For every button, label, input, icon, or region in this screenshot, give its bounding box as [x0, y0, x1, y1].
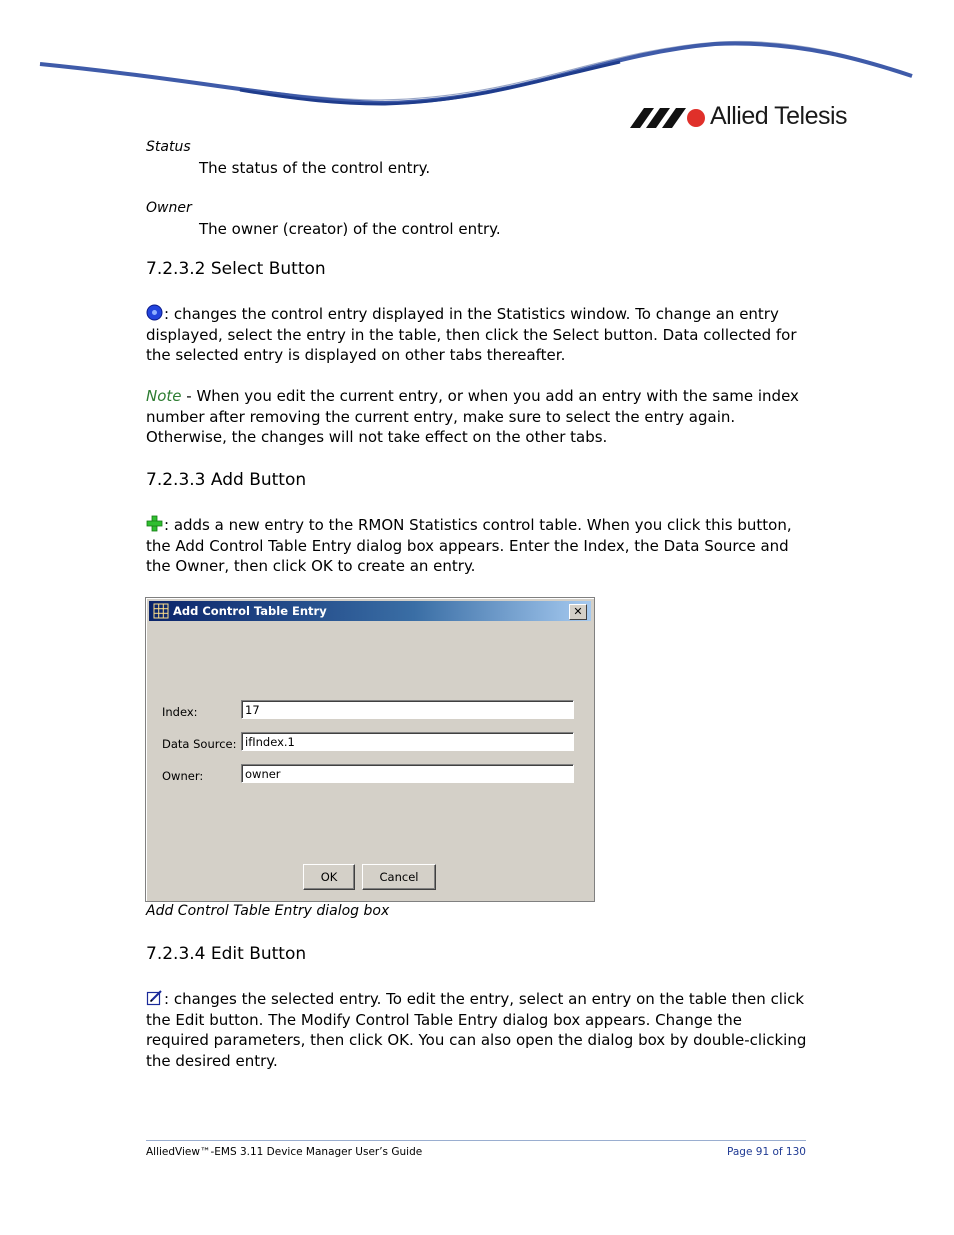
select-icon [146, 304, 163, 321]
owner-label: Owner: [162, 769, 204, 783]
definition-desc-owner: The owner (creator) of the control entry. [199, 220, 501, 238]
heading-add-button: 7.2.3.3 Add Button [146, 470, 307, 490]
add-button-paragraph [146, 515, 808, 577]
edit-button-description: : changes the selected entry. To edit the entry, select an entry on the table then click the Edit button. The Modify Control Table Entry dialog box appears. Change the required parameters, then click OK. You can also open the dialog box by double-clicking the desired entry. [146, 990, 807, 1070]
dialog-titlebar [149, 601, 591, 621]
footer-page-number: Page 91 of 130 [727, 1146, 806, 1158]
heading-edit-button: 7.2.3.4 Edit Button [146, 944, 307, 964]
definition-term-status: Status [146, 139, 191, 155]
ok-button[interactable]: OK [303, 864, 355, 890]
footer-document-title: AlliedView™-EMS 3.11 Device Manager User’s Guide [146, 1146, 423, 1158]
cancel-button[interactable]: Cancel [362, 864, 436, 890]
note-label: Note [146, 387, 182, 405]
add-control-table-entry-dialog [145, 597, 595, 902]
allied-telesis-logo [630, 100, 865, 136]
index-label: Index: [162, 705, 198, 719]
figure-caption: Add Control Table Entry dialog box [146, 903, 390, 919]
dialog-title: Add Control Table Entry [173, 604, 327, 618]
edit-icon [146, 989, 163, 1006]
definition-term-owner: Owner [146, 200, 192, 216]
logo-mark-icon [630, 100, 708, 136]
data-source-input[interactable]: ifIndex.1 [241, 732, 574, 751]
index-input[interactable]: 17 [241, 700, 574, 719]
select-button-description: : changes the control entry displayed in the Statistics window. To change an entry displayed, select the entry in the table, then click the Select button. Data collected for the selected entry is displayed on other tabs thereafter. [146, 305, 797, 364]
definition-desc-status: The status of the control entry. [199, 159, 431, 177]
heading-select-button: 7.2.3.2 Select Button [146, 259, 326, 279]
select-button-paragraph [146, 304, 808, 366]
dialog-close-button[interactable]: ✕ [569, 604, 587, 620]
logo-text: Allied Telesis [710, 102, 848, 130]
table-grid-icon [153, 603, 169, 619]
data-source-label: Data Source: [162, 737, 237, 751]
plus-icon [146, 515, 163, 532]
note-text: - When you edit the current entry, or when you add an entry with the same index number after removing the current entry, make sure to select the entry again. Otherwise, the changes will not take effect on the other tabs. [146, 387, 799, 446]
note-paragraph [146, 386, 808, 448]
add-button-description: : adds a new entry to the RMON Statistics control table. When you click this button, the Add Control Table Entry dialog box appears. Enter the Index, the Data Source and the Owner, then click OK to create an entry. [146, 516, 792, 575]
footer-divider [146, 1140, 806, 1141]
edit-button-paragraph [146, 989, 808, 1071]
owner-input[interactable]: owner [241, 764, 574, 783]
